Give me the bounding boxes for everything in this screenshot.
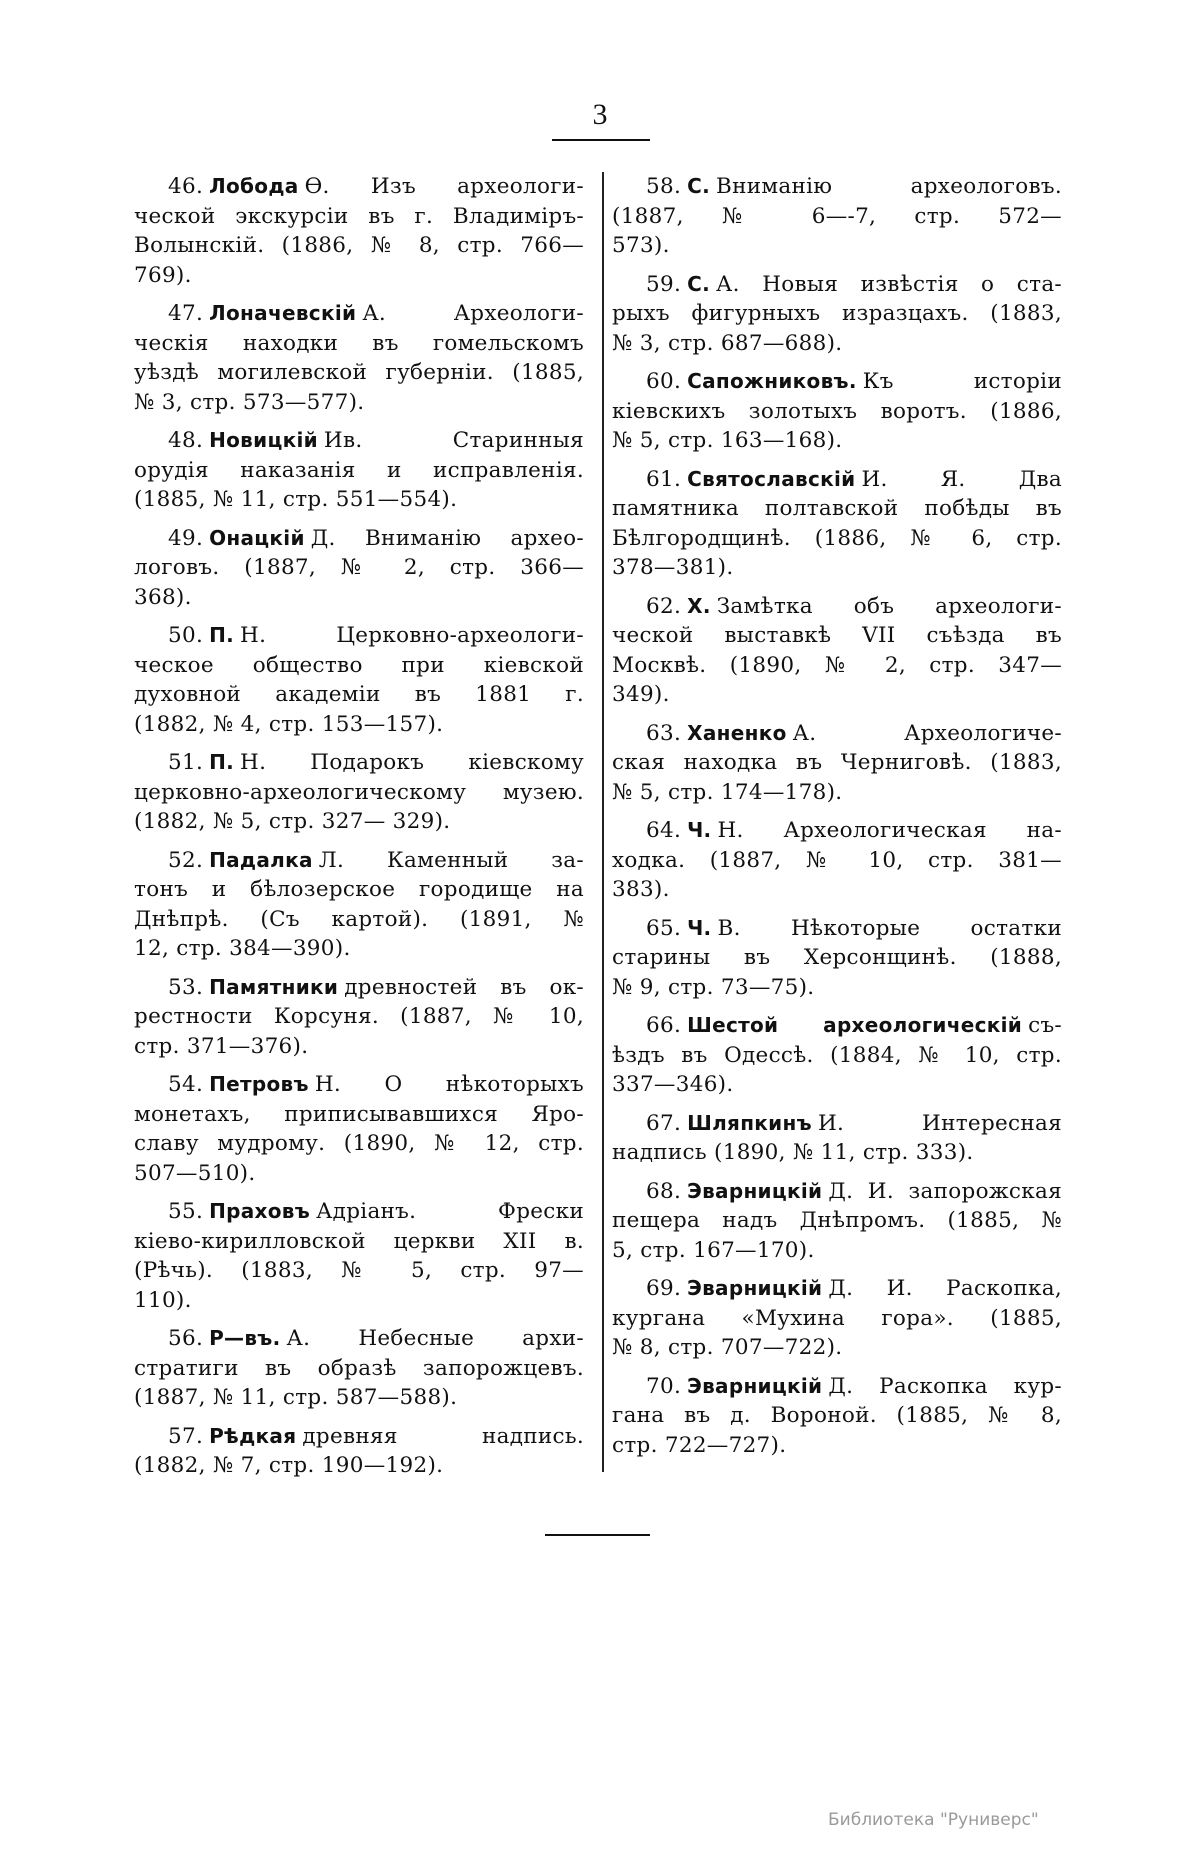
entry-line	[612, 1274, 1062, 1304]
entry-line	[612, 172, 1062, 202]
entry-line	[612, 846, 1062, 876]
entry-line	[134, 973, 584, 1003]
entry-text: 5, стр. 167—170).	[612, 1237, 815, 1263]
entry-author: Онацкій	[209, 525, 305, 550]
entry-line	[134, 1286, 584, 1316]
entry-number: 51.	[168, 750, 204, 775]
bibliography-entry	[612, 270, 1062, 359]
entry-text: И. Интересная	[817, 1110, 1062, 1136]
entry-text: № 3, стр. 687—688).	[612, 330, 843, 356]
entry-text: памятника полтавской побѣды въ	[612, 496, 1062, 521]
entry-text: 507—510).	[134, 1160, 256, 1186]
entry-number: 64.	[646, 818, 682, 843]
entry-line	[134, 651, 584, 681]
entry-line	[134, 1129, 584, 1159]
bibliography-entry	[612, 592, 1062, 710]
bibliography-entry	[134, 621, 584, 739]
entry-author: Шестой археологическій	[687, 1013, 1023, 1037]
entry-text: № 8, стр. 707—722).	[612, 1335, 843, 1360]
entry-number: 46.	[168, 174, 204, 199]
entry-line	[612, 621, 1062, 651]
entry-line	[134, 680, 584, 710]
entry-number: 68.	[646, 1178, 682, 1204]
entry-line	[134, 1451, 584, 1481]
entry-line	[612, 1138, 1062, 1168]
entry-text: 349).	[612, 682, 670, 707]
entry-line	[612, 231, 1062, 261]
bibliography-entry	[134, 973, 584, 1062]
entry-line	[134, 202, 584, 232]
entry-text: Н. Археологическая на-	[717, 818, 1062, 843]
entry-line	[134, 1354, 584, 1384]
left-column	[134, 172, 584, 1490]
entry-text: (1887, № 11, стр. 587—588).	[134, 1385, 458, 1410]
entry-line	[612, 1109, 1062, 1139]
entry-line	[134, 934, 584, 964]
entry-author: Праховъ	[209, 1199, 311, 1223]
bibliography-entry	[612, 465, 1062, 583]
entry-number: 60.	[646, 369, 682, 394]
entry-line	[134, 1002, 584, 1032]
entry-text: А. Археологи-	[362, 301, 584, 326]
entry-text: орудія наказанія и исправленія.	[134, 457, 584, 483]
entry-text: рестности Корсуня. (1887, № 10,	[134, 1004, 584, 1029]
entry-line	[134, 358, 584, 388]
entry-line	[612, 651, 1062, 681]
entry-text: ческой экскурсіи въ г. Владиміръ-	[134, 203, 584, 229]
entry-text: кургана «Мухина гора». (1885,	[612, 1305, 1062, 1331]
entry-number: 59.	[646, 271, 682, 297]
entry-text: 383).	[612, 877, 670, 902]
entry-line	[612, 1041, 1062, 1071]
entry-text: Вниманію археологовъ.	[715, 174, 1062, 199]
entry-text: ческія находки въ гомельскомъ	[134, 330, 584, 356]
entry-text: стр. 722—727).	[612, 1432, 787, 1458]
entry-text: древностей въ ок-	[344, 974, 584, 1000]
footer-rule	[545, 1534, 650, 1536]
entry-line	[134, 1422, 584, 1452]
entry-number: 70.	[646, 1373, 682, 1399]
entry-text: ская находка въ Черниговѣ. (1883,	[612, 750, 1062, 775]
entry-text: ческое общество при кіевской	[134, 652, 584, 678]
entry-line	[134, 748, 584, 778]
entry-text: (1887, № 6—-7, стр. 572—	[612, 203, 1062, 229]
entry-line	[612, 367, 1062, 397]
entry-line	[134, 1197, 584, 1227]
entry-line	[612, 875, 1062, 905]
entry-line	[612, 778, 1062, 808]
entry-line	[612, 329, 1062, 359]
entry-text: 378—381).	[612, 555, 734, 580]
entry-number: 49.	[168, 525, 204, 551]
entry-text: Ѳ. Изъ археологи-	[304, 174, 584, 199]
entry-author: Эварницкій	[687, 1276, 823, 1300]
bibliography-entry	[612, 1011, 1062, 1100]
entry-text: пещера надъ Днѣпромъ. (1885, №	[612, 1208, 1062, 1233]
entry-text: 769).	[134, 262, 192, 288]
entry-line	[134, 231, 584, 261]
bibliography-entry	[612, 914, 1062, 1003]
entry-line	[612, 973, 1062, 1003]
entry-line	[612, 748, 1062, 778]
entry-line	[612, 202, 1062, 232]
entry-line	[612, 1304, 1062, 1334]
entry-author: Сапожниковъ.	[687, 369, 857, 393]
entry-line	[134, 905, 584, 935]
bibliography-entry	[612, 367, 1062, 456]
entry-number: 63.	[646, 720, 682, 746]
entry-text: Д. Раскопка кур-	[828, 1373, 1062, 1399]
entry-line	[134, 524, 584, 554]
entry-line	[134, 1070, 584, 1100]
entry-line	[134, 621, 584, 651]
entry-line	[134, 710, 584, 740]
entry-text: (Рѣчь). (1883, № 5, стр. 97—	[134, 1258, 584, 1283]
entry-line	[612, 1206, 1062, 1236]
entry-text: стр. 371—376).	[134, 1033, 309, 1059]
entry-text: гана въ д. Вороной. (1885, № 8,	[612, 1403, 1062, 1428]
entry-author: Рѣдкая	[209, 1423, 297, 1448]
entry-text: Бѣлгородщинѣ. (1886, № 6, стр.	[612, 525, 1062, 551]
entry-text: древняя надпись.	[302, 1423, 584, 1449]
entry-author: П.	[209, 623, 235, 647]
entry-number: 47.	[168, 301, 204, 326]
header-rule	[552, 139, 650, 141]
entry-text: 368).	[134, 584, 192, 610]
entry-line	[612, 1070, 1062, 1100]
entry-number: 67.	[646, 1110, 682, 1136]
entry-line	[134, 778, 584, 808]
column-divider	[602, 172, 604, 1472]
entry-text: церковно-археологическому музею.	[134, 779, 584, 805]
entry-line	[612, 1177, 1062, 1207]
entry-text: В. Нѣкоторые остатки	[717, 915, 1062, 941]
entry-number: 48.	[168, 428, 204, 453]
entry-text: Адріанъ. Фрески	[316, 1199, 584, 1224]
entry-author: Эварницкій	[687, 1178, 823, 1203]
entry-line	[612, 524, 1062, 554]
bibliography-entry	[612, 172, 1062, 261]
entry-line	[134, 172, 584, 202]
entry-text: 573).	[612, 233, 670, 258]
entry-number: 65.	[646, 915, 682, 941]
entry-author: Х.	[687, 593, 711, 618]
entry-text: кіево-кирилловской церкви XII в.	[134, 1228, 584, 1254]
entry-line	[612, 1333, 1062, 1363]
entry-text: 12, стр. 384—390).	[134, 936, 351, 961]
entry-line	[134, 485, 584, 515]
entry-author: Ч.	[687, 915, 712, 940]
entry-line	[612, 465, 1062, 495]
bibliography-entry	[134, 1324, 584, 1413]
entry-text: ческой выставкѣ VII съѣзда въ	[612, 623, 1062, 648]
entry-author: С.	[687, 271, 710, 296]
entry-author: П.	[209, 750, 235, 774]
entry-text: духовной академіи въ 1881 г.	[134, 682, 584, 707]
entry-text: Д. И. запорожская	[828, 1178, 1062, 1204]
entry-text: славу мудрому. (1890, № 12, стр.	[134, 1131, 584, 1156]
entry-text: № 5, стр. 174—178).	[612, 779, 843, 805]
bibliography-entry	[134, 524, 584, 613]
bibliography-entry	[612, 1274, 1062, 1363]
entry-text: А. Небесные архи-	[286, 1326, 584, 1351]
bibliography-entry	[134, 1422, 584, 1481]
entry-line	[134, 1100, 584, 1130]
entry-number: 66.	[646, 1013, 682, 1038]
entry-author: Падалка	[209, 847, 313, 872]
entry-text: 110).	[134, 1287, 192, 1313]
bibliography-entry	[612, 1177, 1062, 1266]
entry-text: логовъ. (1887, № 2, стр. 366—	[134, 555, 584, 580]
entry-text: Волынскій. (1886, № 8, стр. 766—	[134, 233, 584, 258]
entry-line	[612, 397, 1062, 427]
entry-author: Памятники	[209, 974, 339, 999]
entry-text: Замѣтка объ археологи-	[716, 593, 1062, 619]
entry-text: (1882, № 5, стр. 327— 329).	[134, 809, 451, 834]
entry-text: стратиги въ образѣ запорожцевъ.	[134, 1355, 584, 1381]
entry-author: Новицкій	[209, 428, 318, 452]
entry-text: рыхъ фигурныхъ изразцахъ. (1883,	[612, 301, 1062, 326]
right-column	[612, 172, 1062, 1469]
entry-line	[612, 426, 1062, 456]
entry-line	[612, 943, 1062, 973]
bibliography-entry	[612, 1109, 1062, 1168]
entry-line	[134, 1383, 584, 1413]
entry-line	[134, 1227, 584, 1257]
entry-text: Ив. Старинныя	[323, 428, 584, 453]
entry-line	[612, 1236, 1062, 1266]
entry-line	[612, 680, 1062, 710]
entry-author: Ч.	[687, 818, 712, 842]
entry-line	[134, 875, 584, 905]
entry-line	[134, 329, 584, 359]
entry-number: 53.	[168, 974, 204, 1000]
bibliography-entry	[134, 846, 584, 964]
entry-text: съ-	[1028, 1013, 1062, 1038]
entry-line	[134, 1159, 584, 1189]
entry-number: 50.	[168, 623, 204, 648]
entry-line	[612, 1011, 1062, 1041]
page-number: 3	[592, 98, 608, 131]
entry-text: надпись (1890, № 11, стр. 333).	[612, 1140, 974, 1165]
entry-text: 337—346).	[612, 1072, 734, 1097]
entry-author: Лоначевскій	[209, 301, 357, 325]
entry-text: монетахъ, приписывавшихся Яро-	[134, 1101, 584, 1127]
bibliography-entry	[134, 748, 584, 837]
entry-line	[612, 270, 1062, 300]
bibliography-entry	[134, 1197, 584, 1315]
entry-line	[134, 426, 584, 456]
entry-number: 61.	[646, 466, 682, 492]
entry-line	[134, 807, 584, 837]
entry-line	[612, 592, 1062, 622]
entry-line	[612, 299, 1062, 329]
entry-text: тонъ и бѣлозерское городище на	[134, 877, 584, 902]
entry-text: старины въ Херсонщинѣ. (1888,	[612, 945, 1062, 970]
entry-line	[612, 1372, 1062, 1402]
entry-line	[134, 1032, 584, 1062]
entry-author: Р—въ.	[209, 1326, 281, 1350]
entry-number: 56.	[168, 1326, 204, 1351]
entry-line	[612, 553, 1062, 583]
entry-text: Къ исторіи	[862, 369, 1062, 394]
bibliography-entry	[612, 816, 1062, 905]
entry-number: 58.	[646, 174, 682, 199]
entry-number: 52.	[168, 847, 204, 873]
entry-line	[134, 299, 584, 329]
entry-text: А. Новыя извѣстія о ста-	[715, 271, 1062, 297]
entry-line	[134, 261, 584, 291]
entry-line	[612, 719, 1062, 749]
entry-line	[134, 553, 584, 583]
entry-line	[134, 583, 584, 613]
entry-text: Н. Подарокъ кіевскому	[240, 750, 584, 775]
entry-text: Москвѣ. (1890, № 2, стр. 347—	[612, 652, 1062, 678]
bibliography-entry	[612, 719, 1062, 808]
bibliography-entry	[612, 1372, 1062, 1461]
entry-text: № 9, стр. 73—75).	[612, 974, 815, 1000]
entry-text: ходка. (1887, № 10, стр. 381—	[612, 847, 1062, 873]
entry-text: № 5, стр. 163—168).	[612, 428, 843, 453]
entry-author: Святославскій	[687, 466, 856, 491]
entry-line	[134, 1256, 584, 1286]
entry-line	[612, 914, 1062, 944]
entry-author: Лобода	[209, 174, 299, 198]
entry-author: Петровъ	[209, 1072, 309, 1096]
entry-number: 57.	[168, 1423, 204, 1449]
entry-text: (1882, № 4, стр. 153—157).	[134, 711, 444, 737]
entry-text: (1885, № 11, стр. 551—554).	[134, 487, 458, 512]
entry-number: 54.	[168, 1072, 204, 1097]
entry-line	[134, 456, 584, 486]
entry-line	[134, 846, 584, 876]
entry-text: Л. Каменный за-	[318, 847, 584, 873]
entry-line	[134, 388, 584, 418]
entry-line	[134, 1324, 584, 1354]
entry-text: Н. Церковно-археологи-	[240, 623, 584, 648]
library-watermark: Библиотека "Руниверс"	[828, 1810, 1039, 1830]
bibliography-entry	[134, 299, 584, 417]
entry-number: 69.	[646, 1276, 682, 1301]
entry-text: Д. Вниманію архео-	[310, 525, 584, 551]
entry-line	[612, 1401, 1062, 1431]
entry-line	[612, 1431, 1062, 1461]
bibliography-entry	[134, 426, 584, 515]
entry-text: ѣздъ въ Одессѣ. (1884, № 10, стр.	[612, 1042, 1062, 1068]
entry-text: № 3, стр. 573—577).	[134, 389, 365, 415]
entry-number: 55.	[168, 1199, 204, 1224]
entry-line	[612, 816, 1062, 846]
entry-author: Эварницкій	[687, 1373, 823, 1398]
entry-text: А. Археологиче-	[792, 720, 1062, 746]
entry-text: Днѣпрѣ. (Съ картой). (1891, №	[134, 906, 584, 932]
entry-text: И. Я. Два	[861, 466, 1062, 492]
entry-author: Шляпкинъ	[687, 1110, 812, 1135]
entry-author: Ханенко	[687, 720, 787, 745]
entry-author: С.	[687, 174, 710, 198]
entry-line	[612, 494, 1062, 524]
entry-text: кіевскихъ золотыхъ воротъ. (1886,	[612, 398, 1062, 424]
entry-text: уѣздѣ могилевской губерніи. (1885,	[134, 360, 584, 385]
entry-number: 62.	[646, 593, 682, 619]
bibliography-entry	[134, 172, 584, 290]
entry-text: (1882, № 7, стр. 190—192).	[134, 1453, 444, 1478]
bibliography-entry	[134, 1070, 584, 1188]
entry-text: Н. О нѣкоторыхъ	[314, 1072, 584, 1097]
entry-text: Д. И. Раскопка,	[828, 1276, 1062, 1301]
